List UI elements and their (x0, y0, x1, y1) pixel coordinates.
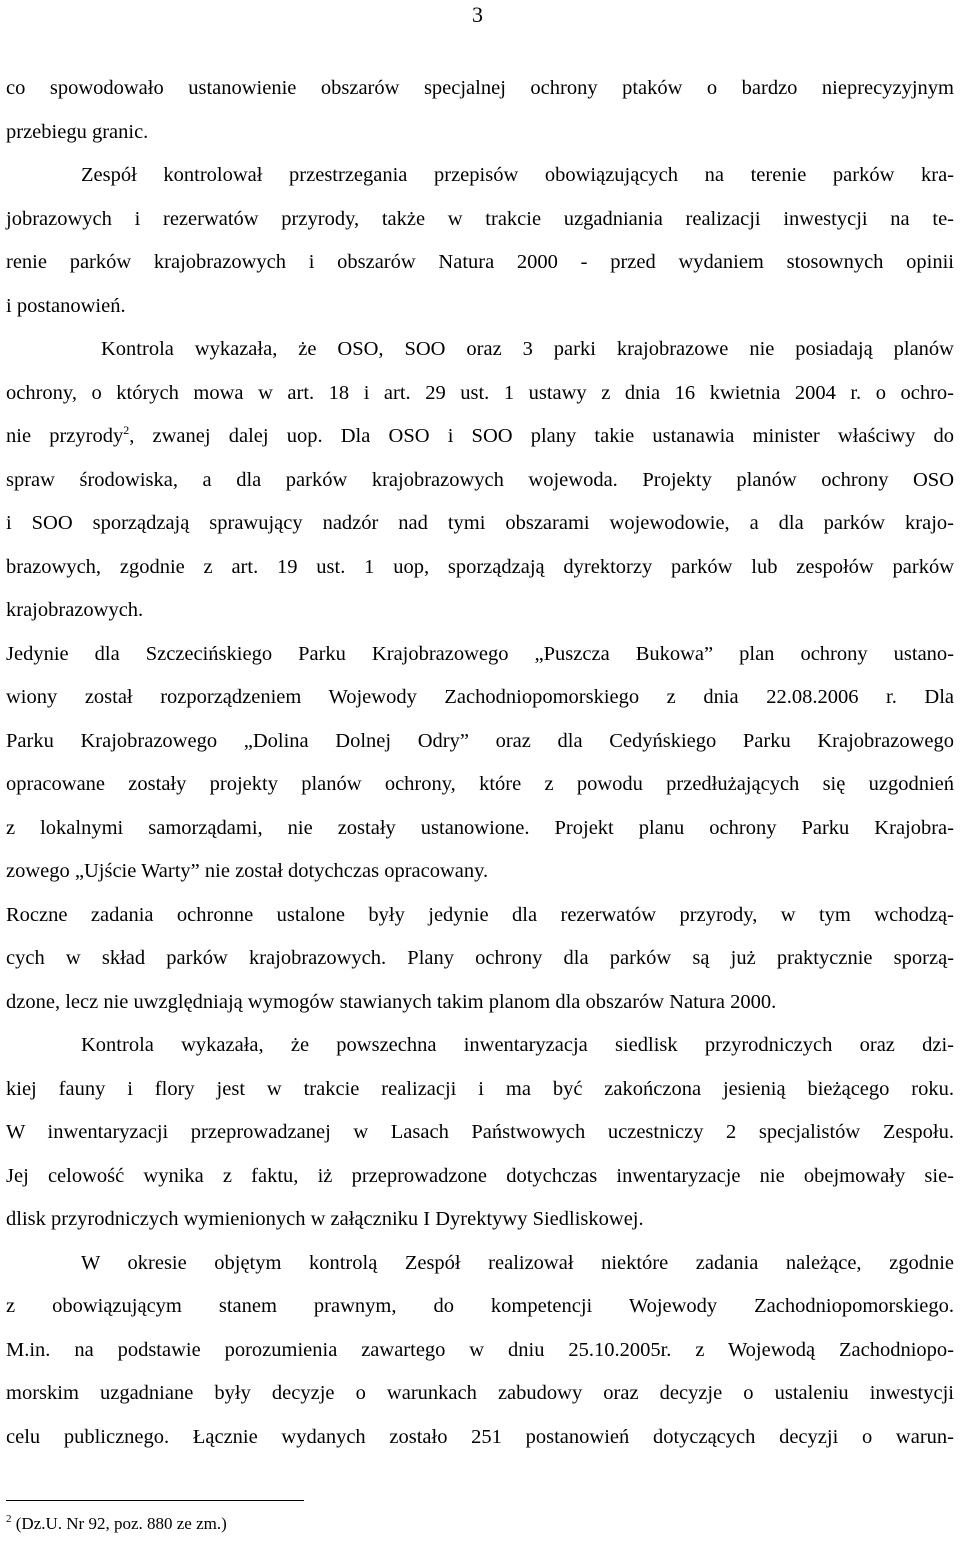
text-line: kiej fauny i flory jest w trakcie realizacji i ma być zakończona jesienią bieżącego roku. (6, 1077, 954, 1100)
text-fragment: , zwanej dalej uop. Dla OSO i SOO plany takie ustanawia minister właściwy do (129, 425, 955, 447)
text-line: Parku Krajobrazowego „Dolina Dolnej Odry” oraz dla Cedyńskiego Parku Krajobrazowego (6, 729, 954, 752)
footnote-reference: 2 (123, 423, 130, 437)
text-line: Roczne zadania ochronne ustalone były jedynie dla rezerwatów przyrody, w tym wchodzą- (6, 903, 954, 926)
text-line: renie parków krajobrazowych i obszarów Natura 2000 - przed wydaniem stosownych opinii (6, 251, 954, 273)
text-line (6, 417, 954, 461)
text-line: brazowych, zgodnie z art. 19 ust. 1 uop, sporządzają dyrektorzy parków lub zespołów parków (6, 555, 954, 578)
text-line: Kontrola wykazała, że OSO, SOO oraz 3 parki krajobrazowe nie posiadają planów (101, 338, 954, 360)
text-line: zowego „Ujście Warty” nie został dotychczas opracowany. (6, 860, 489, 882)
text-line: dzone, lecz nie uwzględniają wymogów stawianych takim planom dla obszarów Natura 2000. (6, 990, 777, 1013)
text-line: wiony został rozporządzeniem Wojewody Zachodniopomorskiego z dnia 22.08.2006 r. Dla (6, 686, 954, 708)
text-line: przebiegu granic. (6, 120, 149, 143)
text-line: jobrazowych i rezerwatów przyrody, także w trakcie uzgadniania realizacji inwestycji na te- (6, 207, 954, 230)
text-line: Jej celowość wynika z faktu, iż przeprowadzone dotychczas inwentaryzacje nie obejmowały sie- (6, 1164, 954, 1187)
text-line: z lokalnymi samorządami, nie zostały ustanowione. Projekt planu ochrony Parku Krajobra- (6, 816, 954, 839)
text-line: Zespół kontrolował przestrzegania przepisów obowiązujących na terenie parków kra- (81, 164, 954, 186)
footnote-divider (6, 1500, 304, 1501)
footnote-marker: 2 (6, 1513, 12, 1525)
text-line: Jedynie dla Szczecińskiego Parku Krajobrazowego „Puszcza Bukowa” plan ochrony ustano- (6, 642, 954, 665)
text-line: krajobrazowych. (6, 599, 144, 621)
footnote (6, 1512, 227, 1536)
text-line: ochrony, o których mowa w art. 18 i art. 29 ust. 1 ustawy z dnia 16 kwietnia 2004 r. o ochro- (6, 381, 954, 404)
text-line: W inwentaryzacji przeprowadzanej w Lasach Państwowych uczestniczy 2 specjalistów Zespołu. (6, 1121, 954, 1143)
text-line: opracowane zostały projekty planów ochrony, które z powodu przedłużających się uzgodnień (6, 773, 954, 795)
text-line: M.in. na podstawie porozumienia zawartego w dniu 25.10.2005r. z Wojewodą Zachodniopo- (6, 1338, 954, 1361)
document-body (6, 69, 954, 1461)
page-number: 3 (472, 2, 483, 27)
text-line: cych w skład parków krajobrazowych. Plany ochrony dla parków są już praktycznie sporzą- (6, 947, 954, 969)
text-line: i postanowień. (6, 294, 126, 317)
text-line: W okresie objętym kontrolą Zespół realizował niektóre zadania należące, zgodnie (81, 1251, 954, 1274)
text-fragment: nie przyrody (6, 425, 124, 447)
text-line: dlisk przyrodniczych wymienionych w załączniku I Dyrektywy Siedliskowej. (6, 1208, 644, 1230)
text-line: celu publicznego. Łącznie wydanych zostało 251 postanowień dotyczących decyzji o warun- (6, 1425, 954, 1448)
text-line: spraw środowiska, a dla parków krajobrazowych wojewoda. Projekty planów ochrony OSO (6, 468, 954, 491)
text-line: morskim uzgadniane były decyzje o warunkach zabudowy oraz decyzje o ustaleniu inwestycji (6, 1382, 954, 1404)
text-line: i SOO sporządzają sprawujący nadzór nad tymi obszarami wojewodowie, a dla parków krajo- (6, 512, 954, 534)
text-line: co spowodowało ustanowienie obszarów specjalnej ochrony ptaków o bardzo nieprecyzyjnym (6, 77, 954, 99)
footnote-text: (Dz.U. Nr 92, poz. 880 ze zm.) (11, 1514, 227, 1533)
text-line: Kontrola wykazała, że powszechna inwentaryzacja siedlisk przyrodniczych oraz dzi- (81, 1034, 954, 1056)
text-line: z obowiązującym stanem prawnym, do kompetencji Wojewody Zachodniopomorskiego. (6, 1295, 954, 1317)
